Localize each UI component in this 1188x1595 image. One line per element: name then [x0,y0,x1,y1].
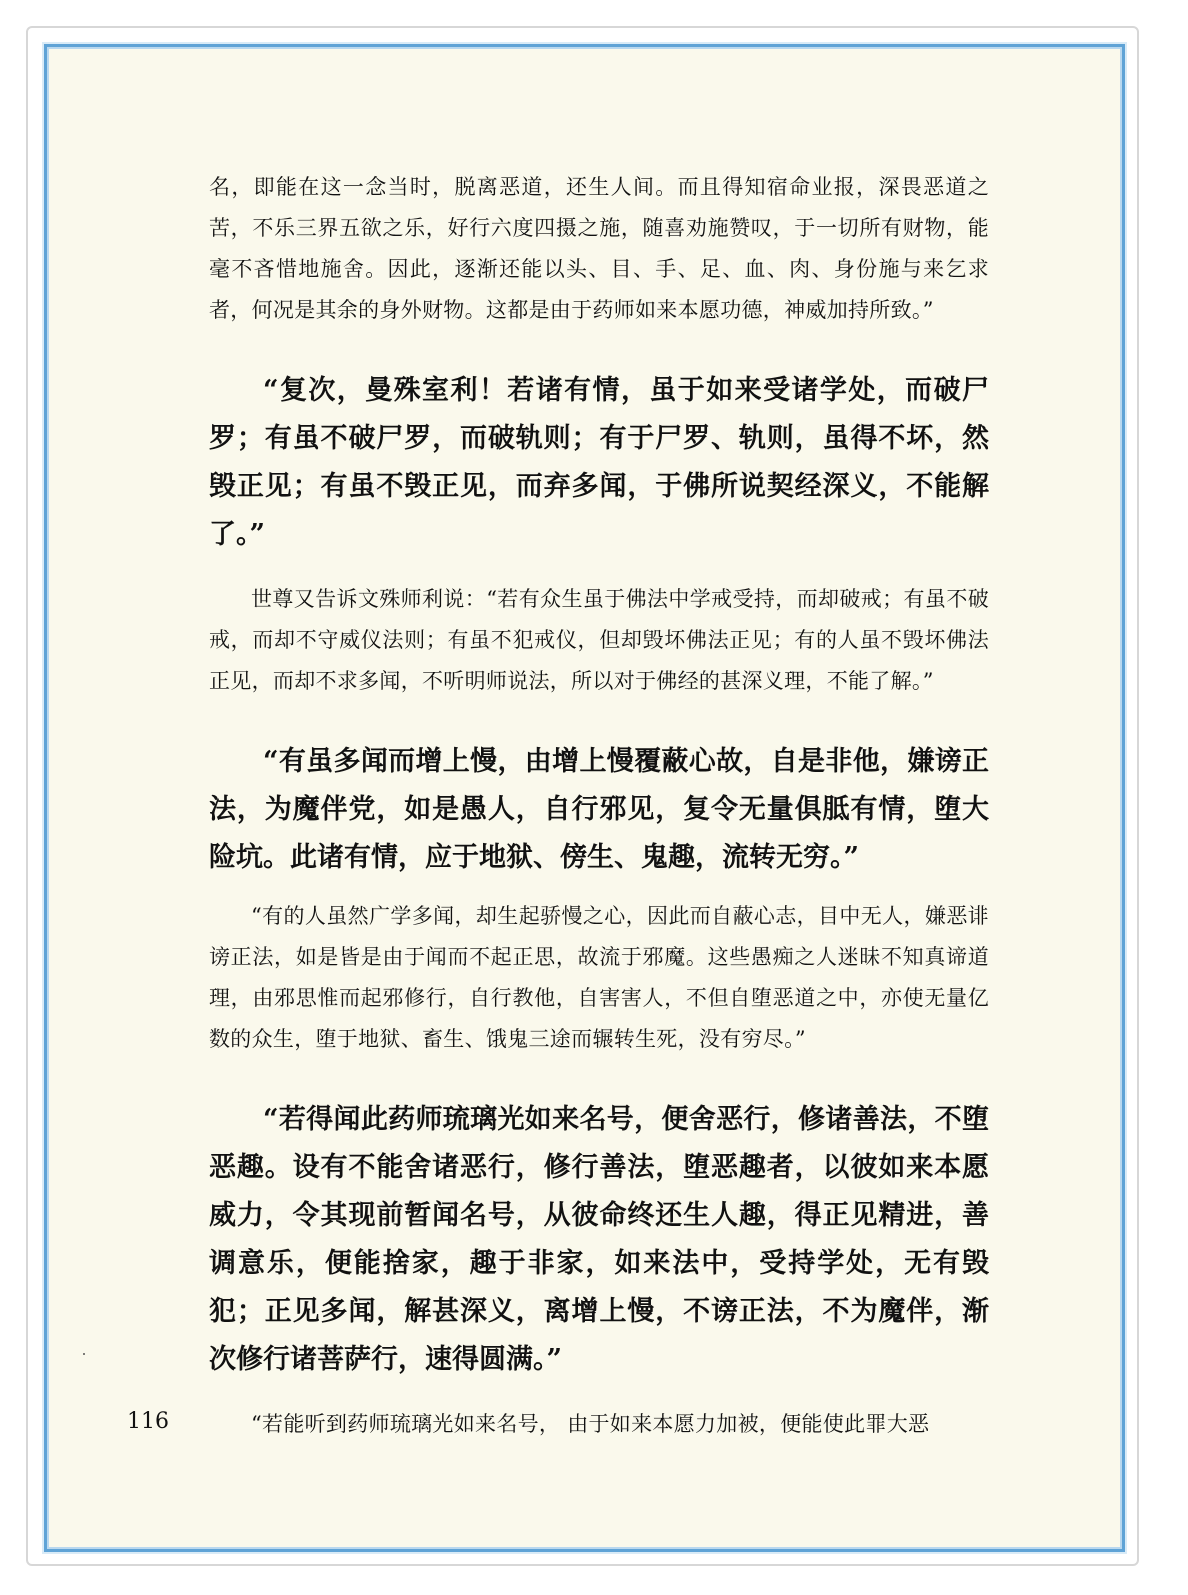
commentary-paragraph-2: 世尊又告诉文殊师利说：“若有众生虽于佛法中学戒受持，而却破戒；有虽不破戒，而却不守威仪法则；有虽不犯戒仪，但却毁坏佛法正见；有的人虽不毁坏佛法正见，而却不求多闻，不听明师说法，所以对于佛经的甚深义理，不能了解。” [209,587,989,693]
commentary-paragraph-1: 名，即能在这一念当时，脱离恶道，还生人间。而且得知宿命业报，深畏恶道之苦，不乐三界五欲之乐，好行六度四摄之施，随喜劝施赞叹，于一切所有财物，能毫不吝惜地施舍。因此，逐渐还能以头、目、手、足、血、肉、身份施与来乞求者，何况是其余的身外财物。这都是由于药师如来本愿功德，神威加持所致。” [209,175,989,322]
book-page [44,44,1125,1552]
scan-speck [83,1353,85,1355]
sutra-paragraph-3: “若得闻此药师琉璃光如来名号，便舍恶行，修诸善法，不堕恶趣。设有不能舍诸恶行，修行善法，堕恶趣者，以彼如来本愿威力，令其现前暂闻名号，从彼命终还生人趣，得正见精进，善调意乐，便能捨家，趣于非家，如来法中，受持学处，无有毁犯；正见多闻，解甚深义，离增上慢，不谤正法，不为魔伴，渐次修行诸菩萨行，速得圆满。” [209,1104,989,1375]
commentary-paragraph-3: “有的人虽然广学多闻，却生起骄慢之心，因此而自蔽心志，目中无人，嫌恶诽谤正法，如是皆是由于闻而不起正思，故流于邪魔。这些愚痴之人迷昧不知真谛道理，由邪思惟而起邪修行，自行教他，自害害人，不但自堕恶道之中，亦使无量亿数的众生，堕于地狱、畜生、饿鬼三途而辗转生死，没有穷尽。” [209,904,989,1051]
commentary-paragraph-4: “若能听到药师琉璃光如来名号， 由于如来本愿力加被，便能使此罪大恶 [251,1412,930,1436]
sutra-paragraph-1: “复次，曼殊室利！若诸有情，虽于如来受诸学处，而破尸罗；有虽不破尸罗，而破轨则；有于尸罗、轨则，虽得不坏，然毁正见；有虽不毁正见，而弃多闻，于佛所说契经深义，不能解了。” [209,375,989,550]
sutra-paragraph-2: “有虽多闻而增上慢，由增上慢覆蔽心故，自是非他，嫌谤正法，为魔伴党，如是愚人，自行邪见，复令无量俱胝有情，堕大险坑。此诸有情，应于地狱、傍生、鬼趣，流转无穷。” [209,746,989,873]
page-body [209,167,989,1445]
page-number: 116 [127,1409,169,1434]
